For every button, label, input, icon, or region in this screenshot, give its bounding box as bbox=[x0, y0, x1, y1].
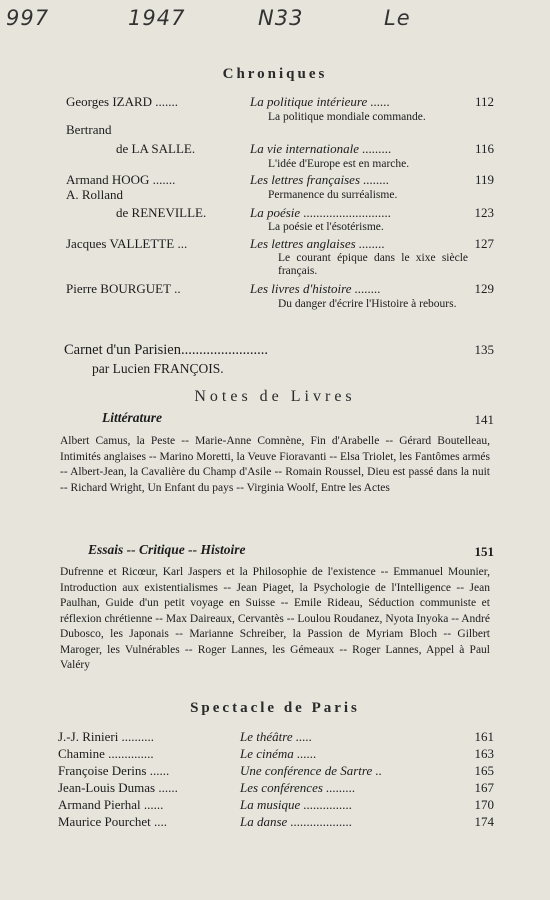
entry-title: Les conférences ......... bbox=[240, 780, 356, 795]
subsection-litterature: Littérature bbox=[102, 410, 162, 425]
entry-title: Le cinéma ...... bbox=[240, 746, 317, 761]
entry-title: Le théâtre ..... bbox=[240, 729, 313, 744]
toc-entry bbox=[0, 235, 550, 253]
entry-subtitle: La poésie et l'ésotérisme. bbox=[268, 221, 384, 233]
section-heading-chroniques: Chroniques bbox=[222, 66, 328, 82]
entry-page: 127 bbox=[474, 236, 494, 251]
toc-entry bbox=[0, 204, 550, 222]
toc-entry bbox=[0, 121, 550, 139]
entry-author: Armand Pierhal ...... bbox=[58, 797, 164, 812]
entry-subtitle: Permanence du surréalisme. bbox=[268, 189, 398, 201]
entry-author: Jacques VALLETTE ... bbox=[66, 236, 188, 251]
entry-title: La vie internationale ......... bbox=[250, 141, 392, 156]
toc-entry bbox=[0, 280, 550, 298]
entry-title: Une conférence de Sartre .. bbox=[240, 763, 382, 778]
entry-author: Jean-Louis Dumas ...... bbox=[58, 780, 178, 795]
entry-page: 123 bbox=[474, 205, 494, 220]
entry-title: Les livres d'histoire ........ bbox=[250, 281, 381, 296]
entry-author: J.-J. Rinieri .......... bbox=[58, 729, 155, 744]
entry-subtitle: Du danger d'écrire l'Histoire à rebours. bbox=[278, 298, 457, 310]
entry-title: La poésie ........................... bbox=[250, 205, 392, 220]
entry-author: Bertrand bbox=[66, 122, 112, 137]
entry-page: 163 bbox=[474, 746, 494, 761]
litterature-page: 141 bbox=[474, 412, 494, 427]
entry-author-cont: de RENEVILLE. bbox=[116, 205, 207, 220]
entry-page: 170 bbox=[474, 797, 494, 812]
toc-entry bbox=[0, 813, 550, 831]
entry-title: Les lettres anglaises ........ bbox=[250, 236, 385, 251]
section-heading-spectacle: Spectacle de Paris bbox=[190, 700, 360, 716]
entry-page: 119 bbox=[474, 172, 494, 187]
carnet-page: 135 bbox=[474, 342, 494, 357]
entry-page: 165 bbox=[474, 763, 494, 778]
toc-entry bbox=[0, 93, 550, 111]
entry-author: A. Rolland bbox=[66, 187, 124, 202]
essais-list: Dufrenne et Ricœur, Karl Jaspers et la Philosophie de l'existence -- Emmanuel Mounier, Introduction aux existentialismes -- Jean Piaget, la Psychologie de l'Intelligence -- Jean Paulhan, Guide d'un petit voyage en Suisse -- Emile Rideau, Séduction communiste et réflexion chrétienne -- Max Daireaux, Cervantès -- Loulou Roudanez, Nyota Inyoka -- André Dubosco, les Japonais -- Marianne Schreiber, la Passion de Myriam Bloch -- Gilbert Maroger, les Vulnérables -- Roger Lannes, les Gémeaux -- Roger Lannes, Appel à Paul Valéry bbox=[60, 566, 490, 671]
toc-entry bbox=[0, 762, 550, 780]
entry-subtitle: L'idée d'Europe est en marche. bbox=[268, 158, 410, 170]
carnet-author: par Lucien FRANÇOIS. bbox=[92, 361, 224, 376]
entry-author: Armand HOOG ....... bbox=[66, 172, 176, 187]
entry-page: 112 bbox=[474, 94, 494, 109]
entry-author-cont: de LA SALLE. bbox=[116, 141, 196, 156]
toc-entry bbox=[0, 186, 550, 204]
entry-page: 167 bbox=[474, 780, 494, 795]
entry-author: Chamine .............. bbox=[58, 746, 154, 761]
entry-author: Pierre BOURGUET .. bbox=[66, 281, 181, 296]
toc-entry bbox=[0, 728, 550, 746]
entry-subtitle: La politique mondiale commande. bbox=[268, 111, 426, 123]
margin-note: 997 bbox=[6, 6, 50, 30]
subsection-essais: Essais -- Critique -- Histoire bbox=[88, 542, 246, 557]
entry-page: 116 bbox=[474, 141, 494, 156]
carnet-title: Carnet d'un Parisien........................ bbox=[64, 342, 268, 358]
entry-author: Françoise Derins ...... bbox=[58, 763, 170, 778]
toc-entry bbox=[0, 779, 550, 797]
entry-author: Georges IZARD ....... bbox=[66, 94, 179, 109]
toc-entry bbox=[0, 140, 550, 158]
essais-page: 151 bbox=[474, 544, 494, 559]
entry-page: 161 bbox=[474, 729, 494, 744]
margin-note: 1947 bbox=[128, 6, 186, 30]
entry-title: La musique ............... bbox=[240, 797, 353, 812]
section-heading-notes: Notes de Livres bbox=[194, 388, 356, 405]
toc-entry bbox=[0, 745, 550, 763]
toc-entry bbox=[0, 796, 550, 814]
entry-author: Maurice Pourchet .... bbox=[58, 814, 168, 829]
entry-title: La politique intérieure ...... bbox=[250, 94, 390, 109]
margin-note: N33 bbox=[258, 6, 304, 30]
entry-subtitle: Le courant épique dans le xixe siècle français. bbox=[278, 252, 468, 277]
entry-page: 129 bbox=[474, 281, 494, 296]
litterature-list: Albert Camus, la Peste -- Marie-Anne Comnène, Fin d'Arabelle -- Gérard Boutelleau, Intimités anglaises -- Marino Moretti, la Veuve Fioravanti -- Elsa Triolet, les Fantômes armés -- Albert-Jean, la Cavalière du Champ d'Asile -- Romain Roussel, Dieu est passé dans la nuit -- Richard Wright, Un Enfant du pays -- Virginia Woolf, Entre les Actes bbox=[60, 435, 490, 494]
entry-page: 174 bbox=[474, 814, 494, 829]
entry-title: La danse ................... bbox=[240, 814, 353, 829]
entry-title: Les lettres françaises ........ bbox=[250, 172, 390, 187]
margin-note: Le bbox=[384, 6, 411, 30]
